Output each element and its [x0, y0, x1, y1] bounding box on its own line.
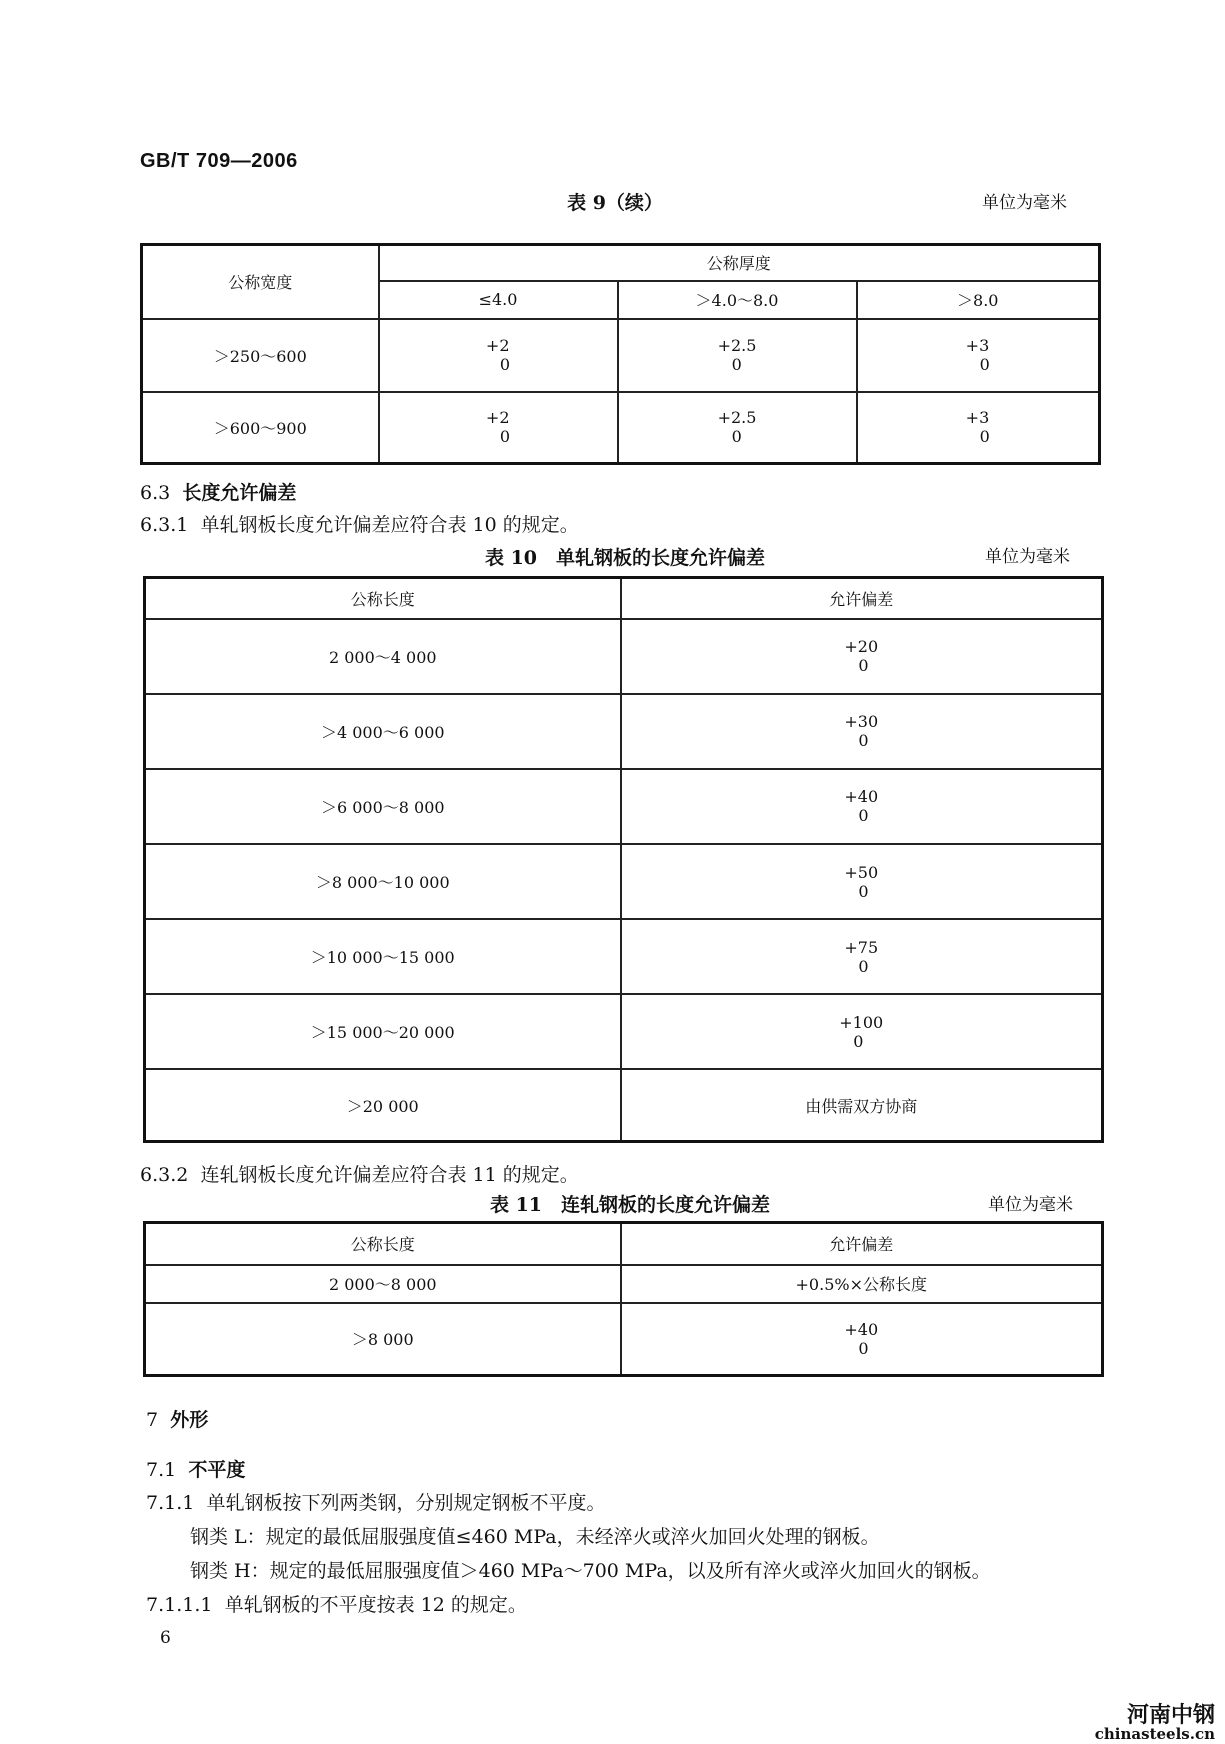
table10-caption: 表 10 单轧钢板的长度允许偏差: [484, 547, 766, 569]
table10-header-length: 公称长度: [145, 578, 621, 619]
tolerance-value: +3 0: [965, 336, 990, 374]
watermark-en: chinasteels.cn: [1094, 1725, 1215, 1743]
table11-header-tolerance: 允许偏差: [621, 1223, 1103, 1265]
tolerance-value: +2.5 0: [717, 408, 757, 447]
length-cell: ＞6 000～8 000: [145, 769, 621, 844]
table11-caption: 表 11 连轧钢板的长度允许偏差: [489, 1194, 771, 1216]
section-7-1-1-1: 7.1.1.1 单轧钢板的不平度按表 12 的规定。: [146, 1594, 527, 1616]
watermark-logo: [1095, 1705, 1215, 1742]
tolerance-value: +2 0: [485, 336, 511, 374]
tolerance-value: +3 0: [965, 408, 990, 447]
table9-header-width: 公称宽度: [142, 245, 379, 319]
table11: [143, 1221, 1104, 1377]
table-row: [145, 919, 1103, 994]
tolerance-value: +50 0: [844, 862, 879, 901]
table10-unit: 单位为毫米: [985, 547, 1070, 567]
section-6-3-2: 6.3.2 连轧钢板长度允许偏差应符合表 11 的规定。: [140, 1164, 579, 1186]
steel-class-l-line: 钢类 L：规定的最低屈服强度值≤460 MPa，未经淬火或淬火加回火处理的钢板。: [190, 1526, 880, 1548]
section-7-1-1: 7.1.1 单轧钢板按下列两类钢，分别规定钢板不平度。: [146, 1492, 606, 1514]
tolerance-value: +40 0: [844, 787, 879, 826]
table-row: [145, 844, 1103, 919]
section-6-3-heading: 6.3 长度允许偏差: [140, 482, 297, 504]
tolerance-text: +0.5%×公称长度: [621, 1265, 1103, 1303]
table11-unit: 单位为毫米: [988, 1195, 1073, 1215]
table-row: [142, 392, 1100, 464]
tolerance-value: +100 0: [839, 1012, 884, 1051]
table9-subheader: ＞4.0～8.0: [618, 281, 857, 319]
table9-unit: 单位为毫米: [982, 193, 1067, 213]
table9-subheader: ＞8.0: [857, 281, 1100, 319]
table9-width-cell: ＞250～600: [142, 319, 379, 392]
page-number: 6: [160, 1628, 171, 1648]
table10-header-tolerance: 允许偏差: [621, 578, 1103, 619]
length-cell: ＞8 000～10 000: [145, 844, 621, 919]
length-cell: ＞15 000～20 000: [145, 994, 621, 1069]
tolerance-value: +2 0: [485, 408, 511, 447]
section-7-heading: 7 外形: [146, 1409, 209, 1431]
standard-code: GB/T 709—2006: [140, 150, 298, 172]
table-row: [145, 1265, 1103, 1303]
length-cell: 2 000～8 000: [145, 1265, 621, 1303]
table-row: [145, 1069, 1103, 1141]
table-row: [145, 619, 1103, 694]
table9: [140, 243, 1101, 465]
length-cell: ＞20 000: [145, 1069, 621, 1141]
tolerance-value: +20 0: [844, 637, 879, 676]
section-7-1-heading: 7.1 不平度: [146, 1459, 246, 1481]
table-row: [145, 994, 1103, 1069]
tolerance-value: +30 0: [844, 712, 879, 751]
table10: [143, 576, 1104, 1143]
table-row: [145, 694, 1103, 769]
table9-caption: 表 9（续）: [567, 192, 663, 214]
length-cell: ＞8 000: [145, 1303, 621, 1376]
tolerance-value: +2.5 0: [717, 336, 757, 374]
tolerance-value: +75 0: [844, 937, 879, 976]
table11-header-length: 公称长度: [145, 1223, 621, 1265]
steel-class-h-line: 钢类 H：规定的最低屈服强度值＞460 MPa～700 MPa，以及所有淬火或淬火加回火的钢板。: [190, 1560, 991, 1582]
length-cell: ＞10 000～15 000: [145, 919, 621, 994]
table9-subheader: ≤4.0: [379, 281, 618, 319]
table-row: [142, 319, 1100, 392]
tolerance-value: +40 0: [844, 1319, 879, 1358]
section-6-3-1: 6.3.1 单轧钢板长度允许偏差应符合表 10 的规定。: [140, 514, 579, 536]
length-cell: 2 000～4 000: [145, 619, 621, 694]
table-row: [145, 769, 1103, 844]
table-row: [145, 1303, 1103, 1376]
tolerance-text: 由供需双方协商: [621, 1069, 1103, 1141]
table9-width-cell: ＞600～900: [142, 392, 379, 464]
length-cell: ＞4 000～6 000: [145, 694, 621, 769]
table9-header-thickness: 公称厚度: [379, 245, 1100, 281]
watermark-cn: 河南中钢: [1126, 1703, 1215, 1728]
